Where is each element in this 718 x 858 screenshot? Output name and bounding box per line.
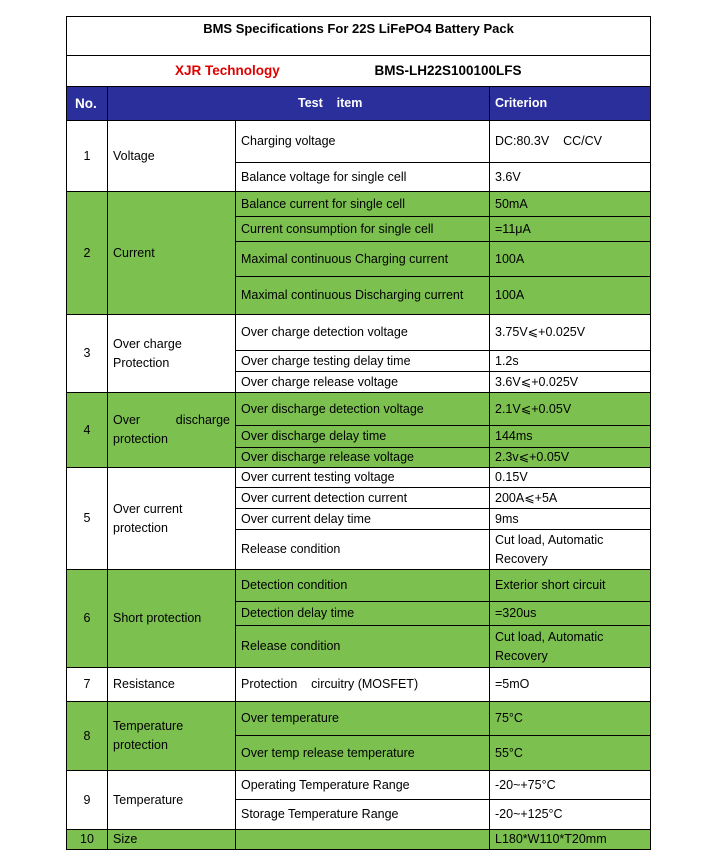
row-number: 1 bbox=[67, 121, 108, 192]
table-row bbox=[67, 468, 651, 488]
test-item: Balance current for single cell bbox=[236, 192, 490, 217]
criterion-value: 75°C bbox=[490, 702, 651, 736]
header-no: No. bbox=[67, 87, 108, 121]
row-number: 6 bbox=[67, 570, 108, 668]
group-name: Voltage bbox=[108, 121, 236, 192]
criterion-value: 100A bbox=[490, 277, 651, 315]
group-name: Over charge Protection bbox=[108, 315, 236, 393]
row-number: 8 bbox=[67, 702, 108, 771]
test-item: Operating Temperature Range bbox=[236, 771, 490, 800]
criterion-value: 2.1V⩽+0.05V bbox=[490, 393, 651, 426]
test-item: Balance voltage for single cell bbox=[236, 163, 490, 192]
test-item: Charging voltage bbox=[236, 121, 490, 163]
criterion-value: DC:80.3V CC/CV bbox=[490, 121, 651, 163]
test-item bbox=[236, 830, 490, 850]
test-item: Over charge detection voltage bbox=[236, 315, 490, 351]
criterion-value: 200A⩽+5A bbox=[490, 488, 651, 509]
criterion-value: 0.15V bbox=[490, 468, 651, 488]
table-row bbox=[67, 570, 651, 602]
group-name: Over current protection bbox=[108, 468, 236, 570]
row-number: 7 bbox=[67, 668, 108, 702]
company-model-row bbox=[67, 56, 651, 87]
criterion-value: =5mO bbox=[490, 668, 651, 702]
criterion-value: 2.3v⩽+0.05V bbox=[490, 448, 651, 468]
test-item: Over current detection current bbox=[236, 488, 490, 509]
table-row bbox=[67, 393, 651, 426]
criterion-value: Cut load, Automatic Recovery bbox=[490, 626, 651, 668]
test-item: Current consumption for single cell bbox=[236, 217, 490, 242]
criterion-value: Cut load, Automatic Recovery bbox=[490, 530, 651, 570]
criterion-value: L180*W110*T20mm bbox=[490, 830, 651, 850]
test-item: Detection delay time bbox=[236, 602, 490, 626]
table-row bbox=[67, 668, 651, 702]
table-row bbox=[67, 702, 651, 736]
model-number: BMS-LH22S100100LFS bbox=[374, 63, 522, 78]
criterion-value: 3.6V bbox=[490, 163, 651, 192]
row-number: 2 bbox=[67, 192, 108, 315]
test-item: Over discharge delay time bbox=[236, 426, 490, 448]
criterion-value: =320us bbox=[490, 602, 651, 626]
group-name: Size bbox=[108, 830, 236, 850]
test-item: Over discharge release voltage bbox=[236, 448, 490, 468]
company-name: XJR Technology bbox=[175, 63, 280, 78]
criterion-value: 55°C bbox=[490, 736, 651, 771]
test-item: Over temperature bbox=[236, 702, 490, 736]
group-name: Resistance bbox=[108, 668, 236, 702]
test-item: Release condition bbox=[236, 626, 490, 668]
criterion-value: 3.75V⩽+0.025V bbox=[490, 315, 651, 351]
criterion-value: Exterior short circuit bbox=[490, 570, 651, 602]
spec-table bbox=[66, 16, 651, 850]
test-item: Detection condition bbox=[236, 570, 490, 602]
test-item: Release condition bbox=[236, 530, 490, 570]
header-row bbox=[67, 87, 651, 121]
test-item: Protection circuitry (MOSFET) bbox=[236, 668, 490, 702]
criterion-value: 144ms bbox=[490, 426, 651, 448]
test-item: Maximal continuous Discharging current bbox=[236, 277, 490, 315]
page-title: BMS Specifications For 22S LiFePO4 Battery Pack bbox=[67, 17, 651, 56]
table-row bbox=[67, 771, 651, 800]
test-item: Over discharge detection voltage bbox=[236, 393, 490, 426]
group-name: Short protection bbox=[108, 570, 236, 668]
criterion-value: -20~+75°C bbox=[490, 771, 651, 800]
row-number: 10 bbox=[67, 830, 108, 850]
criterion-value: 50mA bbox=[490, 192, 651, 217]
test-item: Over charge testing delay time bbox=[236, 351, 490, 372]
test-item: Over current testing voltage bbox=[236, 468, 490, 488]
criterion-value: =11μA bbox=[490, 217, 651, 242]
test-item: Over charge release voltage bbox=[236, 372, 490, 393]
header-test-item: Test item bbox=[108, 87, 490, 121]
row-number: 5 bbox=[67, 468, 108, 570]
row-number: 3 bbox=[67, 315, 108, 393]
row-number: 9 bbox=[67, 771, 108, 830]
header-criterion: Criterion bbox=[490, 87, 651, 121]
table-row bbox=[67, 192, 651, 217]
test-item: Over temp release temperature bbox=[236, 736, 490, 771]
table-row bbox=[67, 121, 651, 163]
criterion-value: -20~+125°C bbox=[490, 800, 651, 830]
test-item: Maximal continuous Charging current bbox=[236, 242, 490, 277]
test-item: Over current delay time bbox=[236, 509, 490, 530]
group-name: Over discharge protection bbox=[108, 393, 236, 468]
group-name: Temperature bbox=[108, 771, 236, 830]
criterion-value: 1.2s bbox=[490, 351, 651, 372]
group-name: Current bbox=[108, 192, 236, 315]
criterion-value: 3.6V⩽+0.025V bbox=[490, 372, 651, 393]
test-item: Storage Temperature Range bbox=[236, 800, 490, 830]
criterion-value: 100A bbox=[490, 242, 651, 277]
table-row bbox=[67, 830, 651, 850]
table-row bbox=[67, 315, 651, 351]
row-number: 4 bbox=[67, 393, 108, 468]
group-name: Temperature protection bbox=[108, 702, 236, 771]
criterion-value: 9ms bbox=[490, 509, 651, 530]
